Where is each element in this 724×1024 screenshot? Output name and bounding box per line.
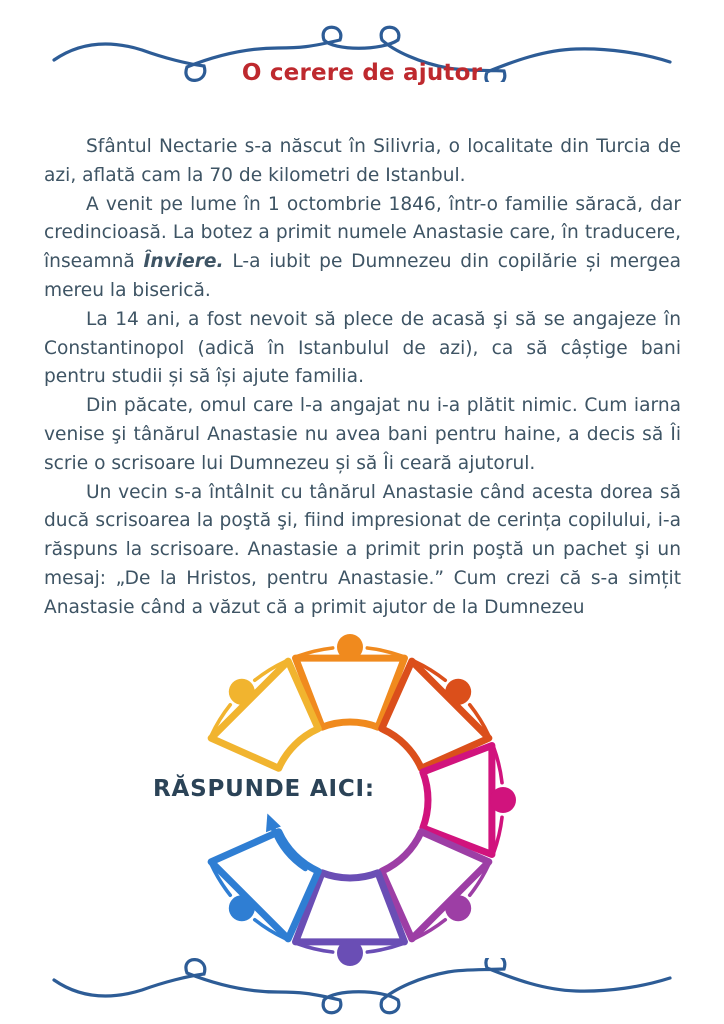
answer-wheel[interactable]: [170, 620, 530, 980]
bottom-divider: [50, 958, 674, 1022]
wheel-dot-red[interactable]: [445, 679, 471, 705]
squiggle-path: [54, 958, 670, 1013]
emphasis-word: Înviere.: [143, 251, 224, 273]
story-paragraph: Din păcate, omul care l-a angajat nu i-a plătit nimic. Cum iarna venise şi tânărul Anastasie nu avea bani pentru haine, a decis să Îi scrie o scrisoare lui Dumnezeu și să Îi ceară ajutorul.: [44, 395, 681, 474]
wheel-dot-orange[interactable]: [337, 634, 363, 660]
wheel-dot-blue[interactable]: [229, 895, 255, 921]
wheel-dot-yellow[interactable]: [229, 679, 255, 705]
story-paragraph: Un vecin s-a întâlnit cu tânărul Anastasie când acesta dorea să ducă scrisoarea la poştă şi, fiind impresionat de cerința copilului, i-a răspuns la scrisoare. Anastasie a primit prin poştă un pachet şi un mesaj: „De la Hristos, pentru Anastasie.” Cum crezi că s-a simțit Anastasie când a văzut că a primit ajutor de la Dumnezeu: [44, 481, 681, 618]
answer-prompt-label: RĂSPUNDE AICI:: [153, 776, 375, 802]
wheel-dot-magenta[interactable]: [490, 787, 516, 813]
story-paragraph: A venit pe lume în 1 octombrie 1846, într-o familie săracă, dar credincioasă. La botez a primit numele Anastasie care, în traducere, înseamnă Înviere. L-a iubit pe Dumnezeu din copilărie și mergea mereu la biserică.: [44, 193, 681, 301]
story-text: [44, 133, 681, 623]
story-paragraph: La 14 ani, a fost nevoit să plece de acasă şi să se angajeze în Constantinopol (adică în Istanbulul de azi), ca să câștige bani pentru studii și să își ajute familia.: [44, 308, 681, 388]
story-paragraph: Sfântul Nectarie s-a născut în Silivria, o localitate din Turcia de azi, aflată cam la 70 de kilometri de Istanbul.: [44, 136, 681, 186]
wheel-dot-violet[interactable]: [445, 895, 471, 921]
page-title: O cerere de ajutor: [241, 60, 483, 86]
